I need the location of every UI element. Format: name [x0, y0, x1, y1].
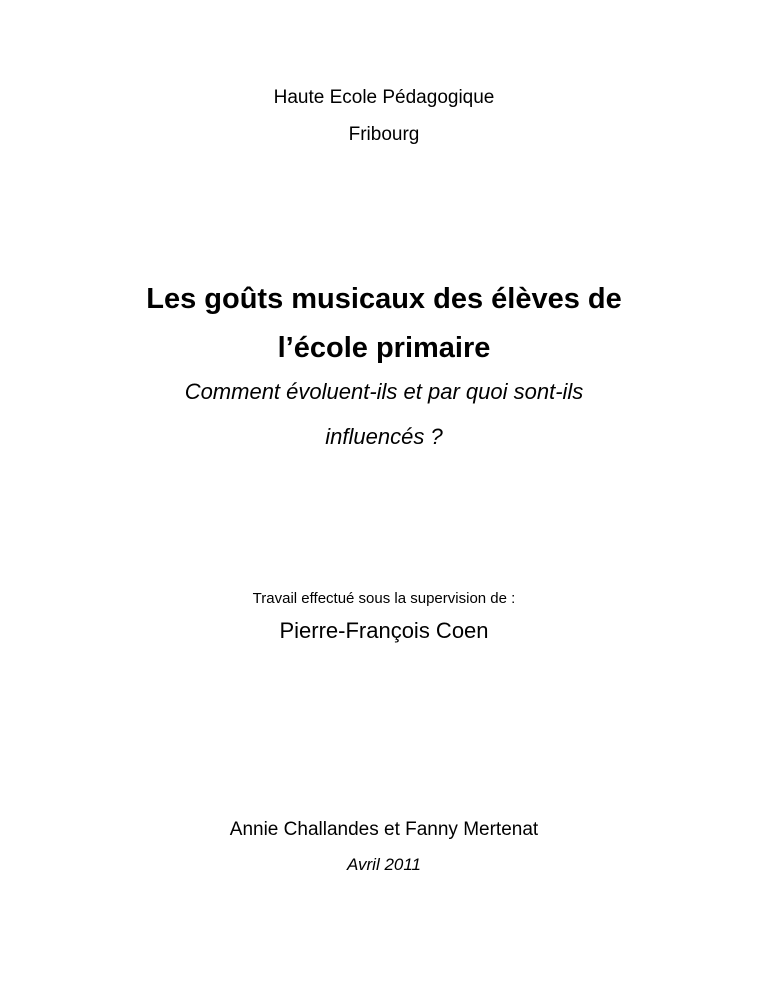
- supervisor-name: Pierre-François Coen: [279, 618, 489, 643]
- document-subtitle-line-1: Comment évoluent-ils et par quoi sont-ils: [184, 379, 584, 404]
- document-date: Avril 2011: [346, 855, 422, 874]
- institution-city: Fribourg: [348, 124, 420, 145]
- supervision-label: Travail effectué sous la supervision de :: [252, 590, 516, 607]
- document-subtitle-line-2: influencés ?: [325, 424, 443, 449]
- document-title-line-1: Les goûts musicaux des élèves de: [146, 283, 622, 315]
- document-title-line-2: l’école primaire: [277, 332, 491, 364]
- institution-name: Haute Ecole Pédagogique: [273, 87, 495, 108]
- authors: Annie Challandes et Fanny Mertenat: [229, 819, 539, 840]
